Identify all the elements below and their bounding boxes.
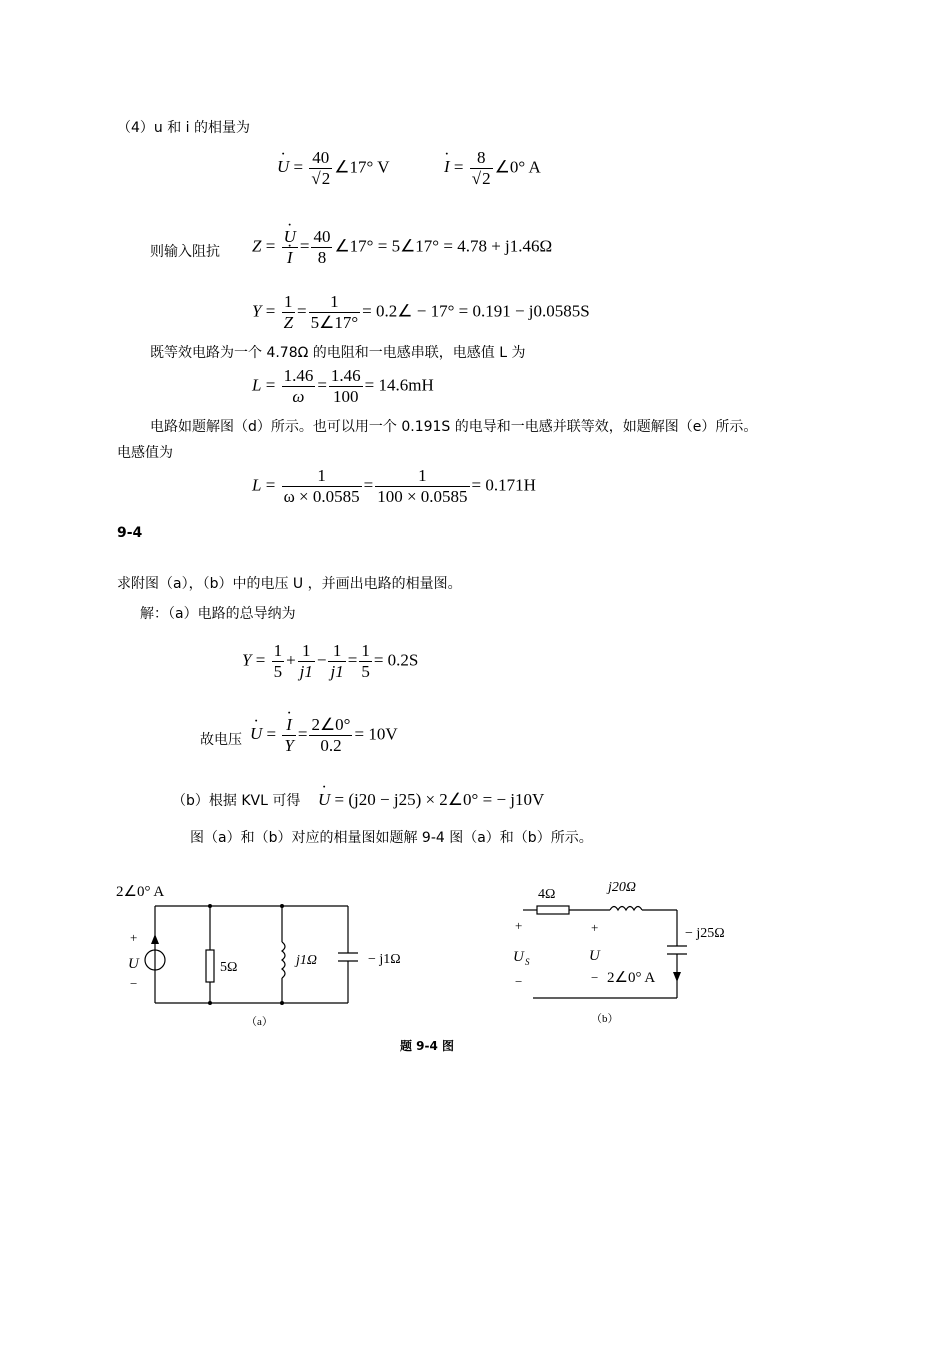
l1-num2: 1.46 bbox=[330, 366, 361, 385]
kvl-text: （b）根据 KVL 可得 bbox=[172, 793, 301, 809]
ya-n3: 1 bbox=[328, 641, 345, 662]
admittance-eq: Y = $\frac{1}{Z}$ = $\frac{1}{5\angle 17^\circ}$ = 0.2∠ − 17° = 0.191 − j0.0585S bbox=[252, 292, 590, 332]
b-us-sub: S bbox=[525, 957, 530, 967]
i-den: 2 bbox=[482, 169, 491, 188]
a-u-label: U bbox=[128, 956, 139, 972]
v-rest: = 10V bbox=[354, 724, 398, 744]
voltage-eq: · U = · $\frac{I}{Y}$ = $\frac{2\angle 0^\circ}{0.2}$ = 10V bbox=[250, 715, 398, 756]
a-node-2 bbox=[280, 904, 284, 908]
problem-heading: 9-4 bbox=[117, 525, 143, 541]
u-phasor-eq: · U = $\frac{40}{√2}$ ∠17° V bbox=[277, 148, 389, 189]
b-src-label: 2∠0° A bbox=[607, 970, 656, 986]
z-den: · I bbox=[282, 248, 298, 268]
b-l-label: j20Ω bbox=[608, 880, 637, 895]
b-r-label: 4Ω bbox=[538, 887, 556, 902]
kvl-eq: · U = (j20 − j25) × 2∠0° = − j10V bbox=[318, 790, 544, 810]
a-source-label: 2∠0° A bbox=[116, 884, 165, 900]
i-phasor-eq: · I = $\frac{8}{√2}$ ∠0° A bbox=[444, 148, 541, 189]
b-resistor bbox=[537, 906, 569, 914]
z-rest: ∠17° = 5∠17° = 4.78 + j1.46Ω bbox=[334, 236, 553, 256]
z-num: · U bbox=[282, 227, 298, 248]
b-plus-1: + bbox=[515, 918, 523, 933]
y-num: 1 bbox=[282, 292, 295, 313]
v-den: Y bbox=[284, 736, 294, 755]
total-admittance-eq: Y = $\frac{1}{5}$ + $\frac{1}{j1}$ − $\frac{1}{j1}$ = $\frac{1}{5}$ = 0.2S bbox=[242, 641, 419, 681]
problem-question: 求附图（a），（b）中的电压 U ，并画出电路的相量图。 bbox=[117, 576, 462, 592]
l1-den: ω bbox=[292, 387, 305, 406]
y-rest: = 0.2∠ − 17° = 0.191 − j0.0585S bbox=[362, 301, 590, 321]
l2-den2: 100 × 0.0585 bbox=[377, 487, 468, 506]
l2-num: 1 bbox=[282, 466, 362, 487]
a-source-arrow bbox=[151, 934, 159, 944]
z-num2: 40 bbox=[313, 227, 331, 246]
kvl-eq-rest: = (j20 − j25) × 2∠0° = − j10V bbox=[334, 790, 545, 809]
a-inductor bbox=[282, 942, 285, 978]
u-angle: ∠17° V bbox=[334, 157, 390, 177]
v-num: · I bbox=[282, 715, 295, 736]
circuit-b bbox=[505, 870, 805, 1030]
a-l-label: j1Ω bbox=[296, 953, 318, 968]
a-node-4 bbox=[280, 1001, 284, 1005]
y-den2: 5∠17° bbox=[310, 313, 359, 332]
a-resistor bbox=[206, 950, 214, 982]
phasor-diagram-text: 图（a）和（b）对应的相量图如题解 9-4 图（a）和（b）所示。 bbox=[190, 830, 593, 846]
circuit-a bbox=[110, 872, 430, 1032]
v-num2: 2∠0° bbox=[311, 715, 351, 734]
ya-d3: j1 bbox=[330, 662, 344, 681]
b-minus-1: − bbox=[515, 974, 523, 989]
a-r-label: 5Ω bbox=[220, 960, 238, 975]
a-node-1 bbox=[208, 904, 212, 908]
i-angle: ∠0° A bbox=[494, 157, 541, 177]
l1-rest: = 14.6mH bbox=[364, 375, 434, 395]
b-plus-2: + bbox=[591, 920, 599, 935]
ya-n2: 1 bbox=[298, 641, 315, 662]
solution-intro: 解：（a）电路的总导纳为 bbox=[140, 606, 296, 622]
b-caption: （b） bbox=[591, 1013, 619, 1025]
inductance-eq-1: L = $\frac{1.46}{\omega}$ = $\frac{1.46}{100}$ = 14.6mH bbox=[252, 366, 434, 406]
l2-num2: 1 bbox=[375, 466, 469, 487]
l2-den: ω × 0.0585 bbox=[283, 487, 360, 506]
desc-line-2: 电感值为 bbox=[117, 445, 173, 461]
l2-rest: = 0.171H bbox=[471, 475, 536, 495]
b-inductor bbox=[610, 907, 642, 911]
b-u-label: U bbox=[589, 948, 600, 964]
ya-n4: 1 bbox=[361, 641, 370, 660]
inductance-eq-2: L = $\frac{1}{\omega \times 0.0585}$ = $\frac{1}{100 \times 0.0585}$ = 0.171H bbox=[252, 466, 536, 506]
ya-d4: 5 bbox=[361, 662, 370, 681]
impedance-label: 则输入阻抗 bbox=[150, 244, 220, 260]
u-num: 40 bbox=[309, 148, 332, 169]
v-den2: 0.2 bbox=[320, 736, 342, 755]
a-c-label: − j1Ω bbox=[368, 952, 401, 967]
b-us-label: U bbox=[513, 949, 524, 965]
u-den: 2 bbox=[321, 169, 331, 188]
impedance-eq: Z = · U · I = $\frac{40}{8}$ ∠17° = 5∠17° = 4.78 + j1.46Ω bbox=[252, 227, 552, 268]
figure-caption: 题 9-4 图 bbox=[400, 1039, 455, 1053]
ya-n1: 1 bbox=[273, 641, 283, 660]
equiv-text: 既等效电路为一个 4.78Ω 的电阻和一电感串联，电感值 L 为 bbox=[150, 345, 526, 361]
b-c-label: − j25Ω bbox=[685, 926, 725, 941]
ya-d2: j1 bbox=[299, 662, 313, 681]
ya-d1: 5 bbox=[273, 662, 283, 681]
b-minus-2: − bbox=[591, 970, 599, 985]
desc-line-1: 电路如题解图（d）所示。也可以用一个 0.191S 的电导和一电感并联等效，如题解图（e）所示。 bbox=[150, 419, 758, 435]
voltage-label: 故电压 bbox=[200, 732, 242, 748]
a-caption: （a） bbox=[246, 1016, 273, 1028]
phasor-intro: （4）u 和 i 的相量为 bbox=[117, 120, 251, 136]
y-den: Z bbox=[283, 313, 294, 332]
l1-den2: 100 bbox=[333, 387, 359, 406]
a-minus: − bbox=[130, 976, 138, 991]
b-current-arrow bbox=[673, 972, 681, 982]
i-num: 8 bbox=[470, 148, 493, 169]
l1-num: 1.46 bbox=[283, 366, 314, 385]
y-num2: 1 bbox=[309, 292, 361, 313]
a-plus: + bbox=[130, 930, 138, 945]
z-den2: 8 bbox=[317, 248, 327, 267]
a-node-3 bbox=[208, 1001, 212, 1005]
ya-rest: = 0.2S bbox=[373, 650, 419, 670]
